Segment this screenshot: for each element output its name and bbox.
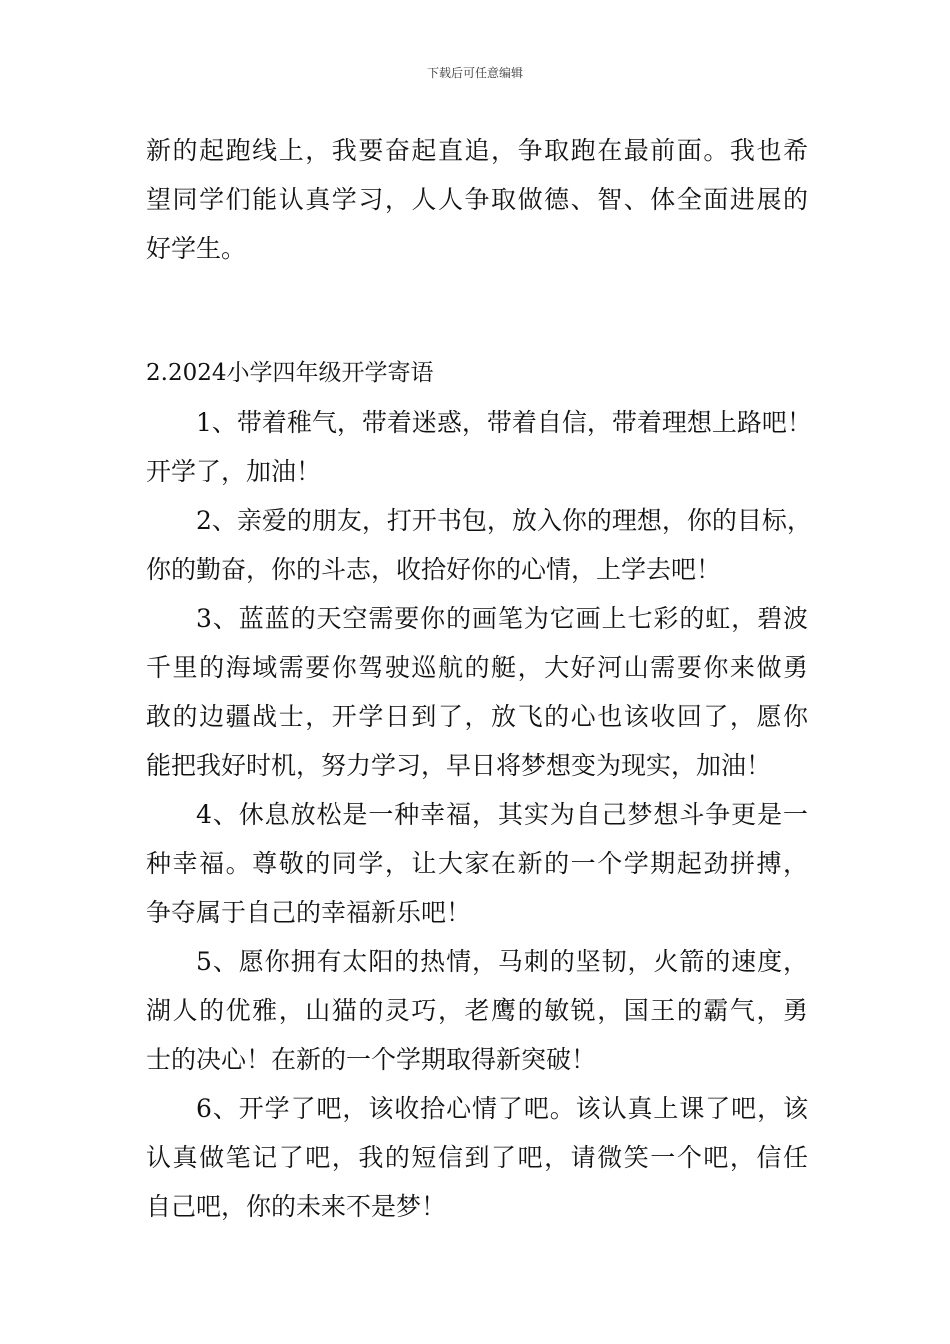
page-header-note: 下载后可任意编辑 <box>426 66 523 80</box>
document-body <box>146 126 812 1231</box>
section-title: 2.2024小学四年级开学寄语 <box>146 360 434 386</box>
text-line: 能把我好时机，努力学习，早日将梦想变为现实，加油！ <box>146 751 772 780</box>
paragraph-5 <box>146 937 808 1084</box>
section-gap <box>146 273 808 349</box>
text-line: 千里的海域需要你驾驶巡航的艇，大好河山需要你来做勇 <box>146 653 808 682</box>
paragraph-2 <box>146 496 812 594</box>
paragraph-3 <box>146 594 808 790</box>
text-line: 湖人的优雅，山猫的灵巧，老鹰的敏锐，国王的霸气，勇 <box>146 996 808 1025</box>
text-line: 自己吧，你的未来不是梦！ <box>146 1192 447 1221</box>
text-line: 新的起跑线上，我要奋起直追，争取跑在最前面。我也希 <box>146 136 808 165</box>
text-line: 认真做笔记了吧，我的短信到了吧，请微笑一个吧，信任 <box>146 1143 808 1172</box>
text-line: 争夺属于自己的幸福新乐吧！ <box>146 898 472 927</box>
text-line: 4、休息放松是一种幸福，其实为自己梦想斗争更是一 <box>196 800 808 829</box>
text-line: 你的勤奋，你的斗志，收拾好你的心情，上学去吧！ <box>146 555 722 584</box>
text-line: 开学了，加油！ <box>146 457 322 486</box>
paragraph-4 <box>146 790 808 937</box>
text-line: 2、亲爱的朋友，打开书包，放入你的理想，你的目标， <box>196 506 812 535</box>
text-line: 敢的边疆战士，开学日到了，放飞的心也该收回了，愿你 <box>146 702 808 731</box>
text-line: 望同学们能认真学习，人人争取做德、智、体全面进展的 <box>146 185 808 214</box>
paragraph-6 <box>146 1084 808 1231</box>
paragraph-1 <box>146 398 812 496</box>
text-line: 6、开学了吧，该收拾心情了吧。该认真上课了吧，该 <box>196 1094 808 1123</box>
intro-paragraph <box>146 126 808 273</box>
text-line: 好学生。 <box>146 234 247 263</box>
text-line: 士的决心！在新的一个学期取得新突破！ <box>146 1045 597 1074</box>
text-line: 1、带着稚气，带着迷惑，带着自信，带着理想上路吧！ <box>196 408 812 437</box>
text-line: 5、愿你拥有太阳的热情，马刺的坚韧，火箭的速度， <box>196 947 808 976</box>
text-line: 种幸福。尊敬的同学，让大家在新的一个学期起劲拼搏， <box>146 849 808 878</box>
text-line: 3、蓝蓝的天空需要你的画笔为它画上七彩的虹，碧波 <box>196 604 808 633</box>
